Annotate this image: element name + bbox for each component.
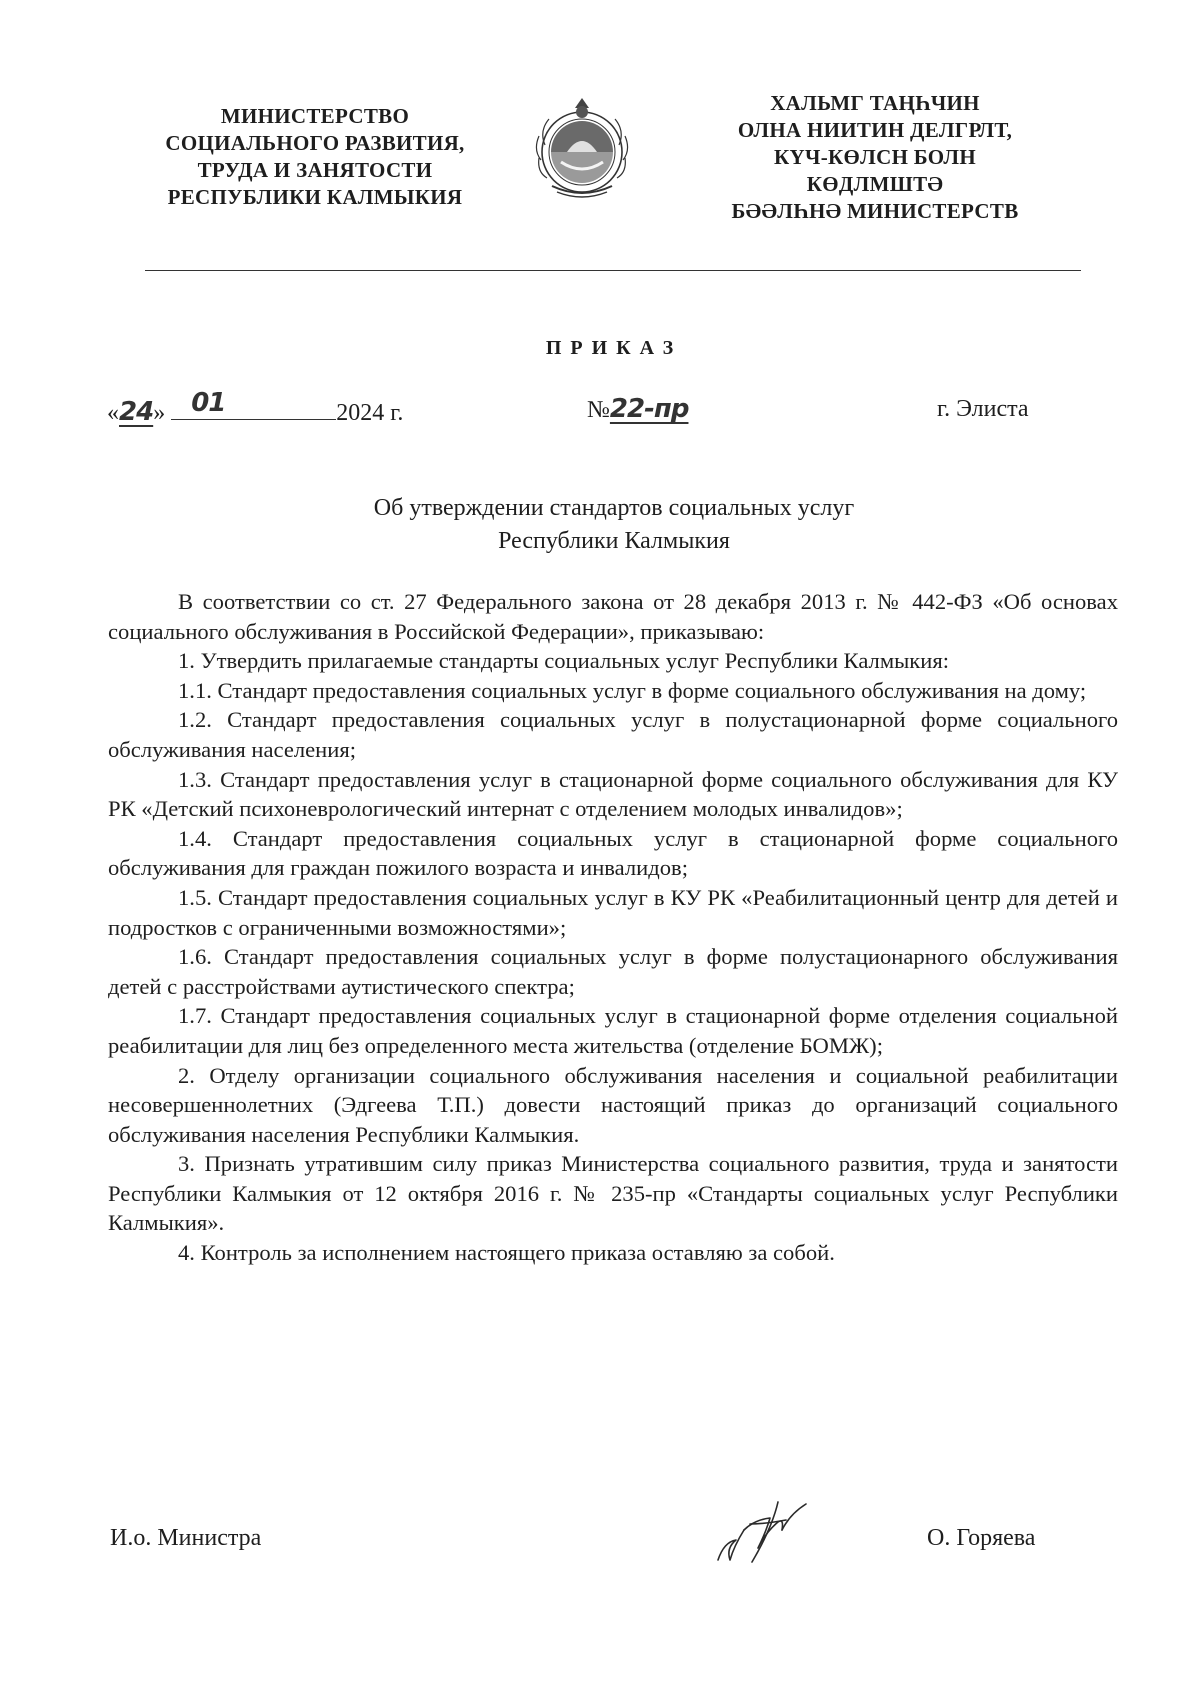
ministry-line-kalm-2: ОЛНА НИИТИН ДЕЛГРЛТ, — [737, 118, 1013, 142]
paragraph-item-1-2: 1.2. Стандарт предоставления социальных услуг в полустационарной форме социального обслуживания населения; — [108, 707, 1118, 762]
paragraph-item-1-4: 1.4. Стандарт предоставления социальных услуг в стационарной форме социального обслуживания для граждан пожилого возраста и инвалидов; — [108, 825, 1118, 881]
subject-line-2: Республики Калмыкия — [498, 528, 730, 554]
date-month: 01 — [191, 388, 226, 418]
order-body — [108, 587, 1118, 1268]
number-sign: № — [587, 397, 610, 423]
paragraph-item-1-7: 1.7. Стандарт предоставления социальных услуг в стационарной форме отделения социальной реабилитации для лиц без определенного места жительства (отделение БОМЖ); — [108, 1003, 1118, 1058]
paragraph-item-3: 3. Признать утратившим силу приказ Министерства социального развития, труда и занятости Республики Калмыкия от 12 октября 2016 г. № 235-пр «Стандарты социальных услуг Республики Калмыкия». — [108, 1151, 1118, 1236]
ministry-line-ru-4: РЕСПУБЛИКИ КАЛМЫКИЯ — [167, 185, 463, 209]
ministry-line-kalm-1: ХАЛЬМГ ТАҢҺЧИН — [770, 91, 980, 115]
paragraph-item-2: 2. Отделу организации социального обслуживания населения и социальной реабилитации несовершеннолетних (Эдгеева Т.П.) довести настоящий приказ до организаций социального обслуживания населения Республики Калмыкия. — [108, 1062, 1118, 1147]
date-day: 24 — [119, 397, 154, 427]
date-close-quote: » — [153, 400, 166, 426]
header-divider — [145, 270, 1081, 271]
subject-line-1: Об утверждении стандартов социальных услуг — [373, 495, 855, 521]
date-open-quote: « — [107, 400, 119, 426]
order-date — [107, 388, 404, 429]
ministry-line-ru-1: МИНИСТЕРСТВО — [220, 104, 410, 128]
paragraph-preamble: В соответствии со ст. 27 Федерального закона от 28 декабря 2013 г. № 442-ФЗ «Об основах социального обслуживания в Российской Федерации», приказываю: — [108, 589, 1118, 644]
ministry-name-russian — [125, 103, 505, 211]
ministry-name-kalmyk — [675, 90, 1075, 225]
date-month-line — [171, 388, 336, 420]
signature-icon — [710, 1490, 815, 1570]
ministry-line-ru-2: СОЦИАЛЬНОГО РАЗВИТИЯ, — [165, 131, 465, 155]
ministry-line-ru-3: ТРУДА И ЗАНЯТОСТИ — [197, 158, 433, 182]
ministry-line-kalm-5: БӘӘЛҺНӘ МИНИСТЕРСТВ — [731, 199, 1019, 223]
paragraph-item-1-3: 1.3. Стандарт предоставления услуг в стационарной форме социального обслуживания для КУ РК «Детский психоневрологический интернат с отделением молодых инвалидов»; — [108, 766, 1118, 822]
paragraph-item-1-1: 1.1. Стандарт предоставления социальных услуг в форме социального обслуживания на дому; — [178, 677, 1087, 703]
paragraph-item-1: 1. Утвердить прилагаемые стандарты социальных услуг Республики Калмыкия: — [178, 648, 950, 674]
signatory-name: О. Горяева — [927, 1525, 1036, 1551]
date-year: 2024 г. — [336, 400, 404, 426]
order-title: ПРИКАЗ — [545, 337, 683, 359]
ministry-line-kalm-3: КҮЧ-КӨЛСН БОЛН — [774, 145, 976, 169]
emblem-icon — [527, 90, 637, 204]
ministry-line-kalm-4: КӨДЛМШТӘ — [806, 172, 944, 196]
paragraph-item-1-6: 1.6. Стандарт предоставления социальных услуг в форме полустационарного обслуживания детей с расстройствами аутистического спектра; — [108, 944, 1118, 999]
signatory-role: И.о. Министра — [110, 1525, 262, 1551]
order-number-value: 22-пр — [609, 394, 689, 424]
order-city: г. Элиста — [937, 396, 1029, 422]
order-subject — [0, 492, 1200, 558]
paragraph-item-1-5: 1.5. Стандарт предоставления социальных услуг в КУ РК «Реабилитационный центр для детей и подростков с ограниченными возможностями»; — [108, 884, 1118, 940]
paragraph-item-4: 4. Контроль за исполнением настоящего приказа оставляю за собой. — [178, 1240, 835, 1266]
order-number — [587, 393, 688, 426]
